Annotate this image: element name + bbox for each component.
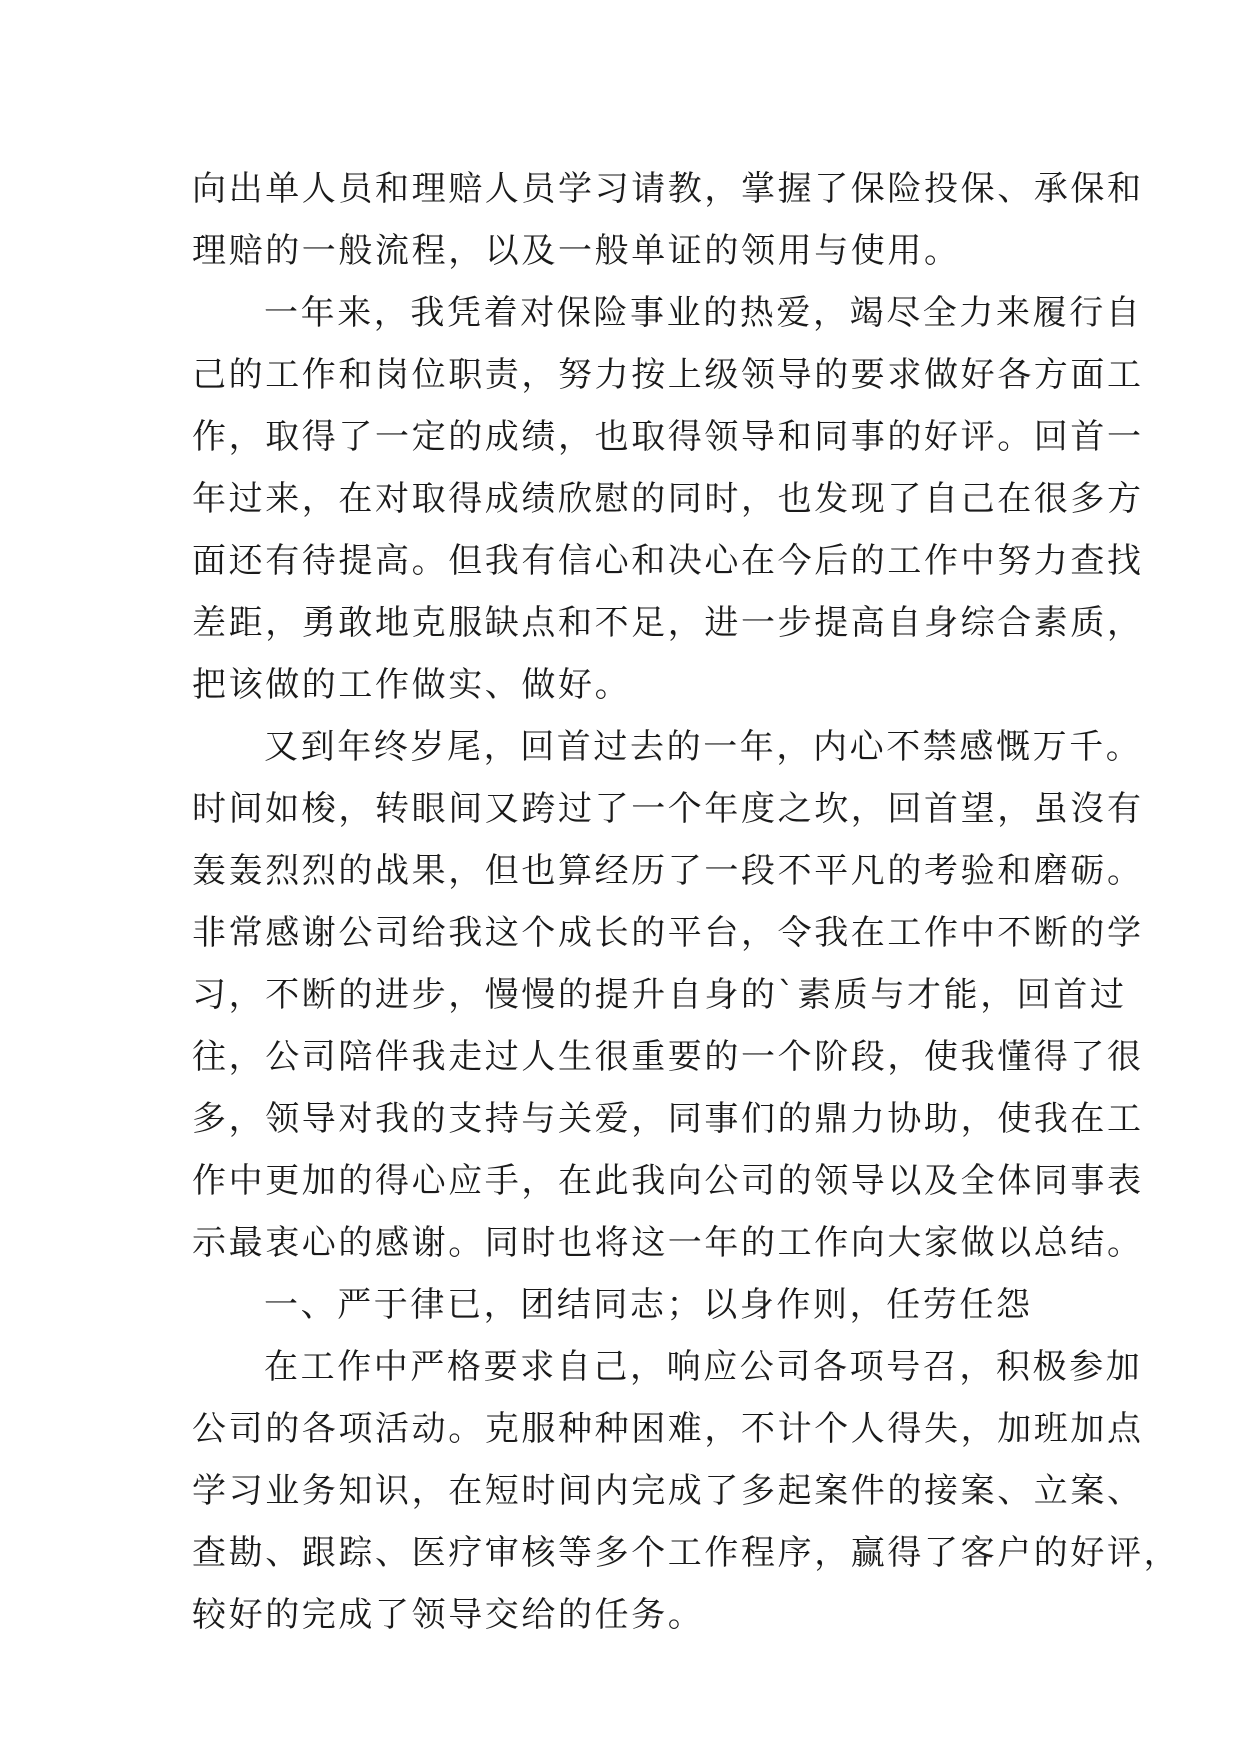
text-line: 较好的完成了领导交给的任务。 [192,1595,705,1635]
text-line: 作中更加的得心应手，在此我向公司的领导以及全体同事表 [192,1161,1144,1201]
text-line: 时间如梭，转眼间又跨过了一个年度之坎，回首望，虽沒有 [192,789,1144,829]
text-line: 示最衷心的感谢。同时也将这一年的工作向大家做以总结。 [192,1223,1144,1263]
text-line: 学习业务知识，在短时间内完成了多起案件的接案、立案、 [192,1471,1144,1511]
text-line: 多，领导对我的支持与关爱，同事们的鼎力协助，使我在工 [192,1099,1144,1139]
text-line: 公司的各项活动。克服种种困难，不计个人得失，加班加点 [192,1409,1144,1449]
text-line: 查勘、跟踪、医疗审核等多个工作程序，赢得了客户的好评， [192,1533,1181,1573]
text-line: 一、严于律已，团结同志；以身作则，任劳任怨 [264,1285,1033,1325]
text-line: 面还有待提高。但我有信心和决心在今后的工作中努力查找 [192,541,1144,581]
text-line: 又到年终岁尾，回首过去的一年，内心不禁感慨万千。 [264,727,1143,767]
text-line: 在工作中严格要求自己，响应公司各项号召，积极参加 [264,1347,1143,1387]
text-line: 理赔的一般流程，以及一般单证的领用与使用。 [192,231,961,271]
text-line: 习，不断的进步，慢慢的提升自身的`素质与才能，回首过 [192,975,1127,1015]
text-line: 非常感谢公司给我这个成长的平台，令我在工作中不断的学 [192,913,1144,953]
text-line: 年过来，在对取得成绩欣慰的同时，也发现了自己在很多方 [192,479,1144,519]
text-line: 一年来，我凭着对保险事业的热爱，竭尽全力来履行自 [264,293,1143,333]
text-line: 作，取得了一定的成绩，也取得领导和同事的好评。回首一 [192,417,1144,457]
text-line: 己的工作和岗位职责，努力按上级领导的要求做好各方面工 [192,355,1144,395]
text-line: 向出单人员和理赔人员学习请教，掌握了保险投保、承保和 [192,169,1144,209]
text-line: 差距，勇敢地克服缺点和不足，进一步提高自身综合素质， [192,603,1144,643]
text-line: 往，公司陪伴我走过人生很重要的一个阶段，使我懂得了很 [192,1037,1144,1077]
text-line: 把该做的工作做实、做好。 [192,665,632,705]
text-line: 轰轰烈烈的战果，但也算经历了一段不平凡的考验和磨砺。 [192,851,1144,891]
document-body [192,158,1181,1646]
